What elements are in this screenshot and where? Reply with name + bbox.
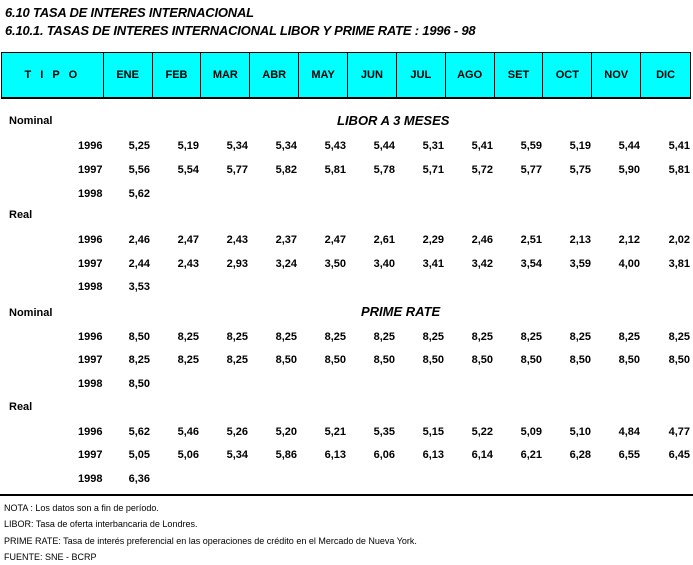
value-cell: 5,90 bbox=[618, 164, 640, 176]
table-row bbox=[0, 140, 693, 154]
year-cell: 1998 bbox=[78, 473, 103, 485]
value-cell: 3,81 bbox=[668, 258, 690, 270]
value-cell: 6,21 bbox=[520, 449, 542, 461]
value-cell: 5,82 bbox=[275, 164, 297, 176]
value-cell: 5,77 bbox=[520, 164, 542, 176]
value-cell: 6,36 bbox=[128, 473, 150, 485]
value-cell: 5,19 bbox=[569, 140, 591, 152]
value-cell: 5,71 bbox=[422, 164, 444, 176]
value-cell: 5,46 bbox=[177, 426, 199, 438]
value-cell: 5,25 bbox=[128, 140, 150, 152]
value-cell: 2,37 bbox=[275, 234, 297, 246]
value-cell: 5,44 bbox=[618, 140, 640, 152]
value-cell: 8,25 bbox=[668, 331, 690, 343]
header-month: NOV bbox=[592, 53, 641, 97]
value-cell: 5,34 bbox=[226, 449, 248, 461]
year-cell: 1997 bbox=[78, 258, 103, 270]
header-month: DIC bbox=[656, 69, 676, 81]
value-cell: 8,50 bbox=[569, 354, 591, 366]
value-cell: 3,59 bbox=[569, 258, 591, 270]
value-cell: 8,50 bbox=[128, 331, 150, 343]
year-cell: 1996 bbox=[78, 234, 103, 246]
value-cell: 8,25 bbox=[373, 331, 395, 343]
value-cell: 5,35 bbox=[373, 426, 395, 438]
value-cell: 2,02 bbox=[668, 234, 690, 246]
header-month: AGO bbox=[446, 53, 495, 97]
value-cell: 8,25 bbox=[422, 331, 444, 343]
value-cell: 5,09 bbox=[520, 426, 542, 438]
value-cell: 3,24 bbox=[275, 258, 297, 270]
note-nota: NOTA : Los datos son a fin de período. bbox=[4, 503, 159, 513]
value-cell: 5,86 bbox=[275, 449, 297, 461]
value-cell: 4,00 bbox=[618, 258, 640, 270]
value-cell: 8,25 bbox=[177, 354, 199, 366]
value-cell: 5,31 bbox=[422, 140, 444, 152]
header-month: FEB bbox=[153, 53, 202, 97]
header-month: JUN bbox=[348, 53, 397, 97]
year-cell: 1997 bbox=[78, 164, 103, 176]
value-cell: 5,19 bbox=[177, 140, 199, 152]
header-month: OCT bbox=[543, 53, 592, 97]
value-cell: 5,81 bbox=[668, 164, 690, 176]
value-cell: 8,50 bbox=[520, 354, 542, 366]
value-cell: 5,20 bbox=[275, 426, 297, 438]
value-cell: 3,53 bbox=[128, 281, 150, 293]
table-row bbox=[0, 188, 693, 202]
table-row bbox=[0, 378, 693, 392]
value-cell: 4,84 bbox=[618, 426, 640, 438]
group-label: Real bbox=[9, 401, 33, 413]
value-cell: 2,46 bbox=[471, 234, 493, 246]
value-cell: 3,50 bbox=[324, 258, 346, 270]
value-cell: 5,75 bbox=[569, 164, 591, 176]
footer-divider bbox=[0, 494, 693, 496]
value-cell: 2,43 bbox=[177, 258, 199, 270]
table-row bbox=[0, 426, 693, 440]
value-cell: 2,43 bbox=[226, 234, 248, 246]
value-cell: 2,46 bbox=[128, 234, 150, 246]
page-title: 6.10 TASA DE INTERES INTERNACIONAL bbox=[5, 5, 254, 20]
value-cell: 5,10 bbox=[569, 426, 591, 438]
value-cell: 5,06 bbox=[177, 449, 199, 461]
note-prime-rate: PRIME RATE: Tasa de interés preferencial en las operaciones de crédito en el Mercado de Nueva York. bbox=[4, 536, 417, 546]
value-cell: 5,15 bbox=[422, 426, 444, 438]
value-cell: 4,77 bbox=[668, 426, 690, 438]
value-cell: 5,56 bbox=[128, 164, 150, 176]
header-tipo: T I P O bbox=[2, 53, 104, 97]
value-cell: 6,28 bbox=[569, 449, 591, 461]
value-cell: 5,41 bbox=[471, 140, 493, 152]
value-cell: 5,22 bbox=[471, 426, 493, 438]
value-cell: 8,50 bbox=[618, 354, 640, 366]
value-cell: 5,62 bbox=[128, 188, 150, 200]
year-cell: 1997 bbox=[78, 449, 103, 461]
table-row bbox=[0, 449, 693, 463]
value-cell: 2,47 bbox=[324, 234, 346, 246]
value-cell: 5,21 bbox=[324, 426, 346, 438]
value-cell: 6,13 bbox=[324, 449, 346, 461]
value-cell: 5,44 bbox=[373, 140, 395, 152]
value-cell: 5,05 bbox=[128, 449, 150, 461]
value-cell: 8,50 bbox=[324, 354, 346, 366]
year-cell: 1997 bbox=[78, 354, 103, 366]
value-cell: 5,81 bbox=[324, 164, 346, 176]
value-cell: 5,59 bbox=[520, 140, 542, 152]
value-cell: 6,55 bbox=[618, 449, 640, 461]
value-cell: 2,93 bbox=[226, 258, 248, 270]
group-label: Nominal bbox=[9, 307, 53, 319]
value-cell: 8,25 bbox=[569, 331, 591, 343]
value-cell: 8,25 bbox=[324, 331, 346, 343]
group-label: Nominal bbox=[9, 115, 53, 127]
table-row bbox=[0, 354, 693, 368]
value-cell: 2,47 bbox=[177, 234, 199, 246]
group-row bbox=[0, 115, 693, 129]
value-cell: 5,72 bbox=[471, 164, 493, 176]
value-cell: 6,14 bbox=[471, 449, 493, 461]
value-cell: 2,51 bbox=[520, 234, 542, 246]
header-month: MAR bbox=[201, 53, 250, 97]
value-cell: 8,50 bbox=[471, 354, 493, 366]
header-month: ENE bbox=[104, 53, 153, 97]
table-subtitle: 6.10.1. TASAS DE INTERES INTERNACIONAL LIBOR Y PRIME RATE : 1996 - 98 bbox=[5, 23, 476, 38]
group-row bbox=[0, 209, 693, 223]
value-cell: 5,34 bbox=[275, 140, 297, 152]
value-cell: 3,54 bbox=[520, 258, 542, 270]
value-cell: 2,13 bbox=[569, 234, 591, 246]
value-cell: 3,41 bbox=[422, 258, 444, 270]
value-cell: 3,42 bbox=[471, 258, 493, 270]
note-fuente: FUENTE: SNE - BCRP bbox=[4, 552, 97, 562]
group-label: Real bbox=[9, 209, 33, 221]
group-row bbox=[0, 401, 693, 415]
value-cell: 2,29 bbox=[422, 234, 444, 246]
value-cell: 8,25 bbox=[471, 331, 493, 343]
value-cell: 3,40 bbox=[373, 258, 395, 270]
value-cell: 8,25 bbox=[618, 331, 640, 343]
value-cell: 5,62 bbox=[128, 426, 150, 438]
table-header bbox=[1, 52, 691, 99]
value-cell: 8,25 bbox=[520, 331, 542, 343]
table-row bbox=[0, 331, 693, 345]
value-cell: 8,50 bbox=[373, 354, 395, 366]
year-cell: 1996 bbox=[78, 331, 103, 343]
value-cell: 8,25 bbox=[226, 354, 248, 366]
table-row bbox=[0, 258, 693, 272]
year-cell: 1998 bbox=[78, 378, 103, 390]
value-cell: 5,43 bbox=[324, 140, 346, 152]
value-cell: 2,61 bbox=[373, 234, 395, 246]
table-row bbox=[0, 473, 693, 487]
value-cell: 5,77 bbox=[226, 164, 248, 176]
value-cell: 5,26 bbox=[226, 426, 248, 438]
value-cell: 5,78 bbox=[373, 164, 395, 176]
value-cell: 8,25 bbox=[177, 331, 199, 343]
header-month: ABR bbox=[250, 53, 299, 97]
value-cell: 2,44 bbox=[128, 258, 150, 270]
value-cell: 8,50 bbox=[668, 354, 690, 366]
section-title: LIBOR A 3 MESES bbox=[337, 113, 450, 128]
value-cell: 8,25 bbox=[128, 354, 150, 366]
value-cell: 8,25 bbox=[275, 331, 297, 343]
year-cell: 1996 bbox=[78, 140, 103, 152]
header-month: MAY bbox=[299, 53, 348, 97]
table-row bbox=[0, 164, 693, 178]
value-cell: 6,13 bbox=[422, 449, 444, 461]
year-cell: 1998 bbox=[78, 188, 103, 200]
value-cell: 5,54 bbox=[177, 164, 199, 176]
header-month: SET bbox=[495, 53, 544, 97]
value-cell: 8,50 bbox=[128, 378, 150, 390]
note-libor: LIBOR: Tasa de oferta interbancaria de Londres. bbox=[4, 519, 198, 529]
value-cell: 8,50 bbox=[422, 354, 444, 366]
table-row bbox=[0, 234, 693, 248]
value-cell: 2,12 bbox=[618, 234, 640, 246]
header-month: JUL bbox=[397, 53, 446, 97]
value-cell: 5,41 bbox=[668, 140, 690, 152]
value-cell: 8,50 bbox=[275, 354, 297, 366]
group-row bbox=[0, 307, 693, 321]
section-title: PRIME RATE bbox=[361, 304, 441, 319]
year-cell: 1998 bbox=[78, 281, 103, 293]
value-cell: 5,34 bbox=[226, 140, 248, 152]
year-cell: 1996 bbox=[78, 426, 103, 438]
table-row bbox=[0, 281, 693, 295]
value-cell: 8,25 bbox=[226, 331, 248, 343]
value-cell: 6,06 bbox=[373, 449, 395, 461]
value-cell: 6,45 bbox=[668, 449, 690, 461]
